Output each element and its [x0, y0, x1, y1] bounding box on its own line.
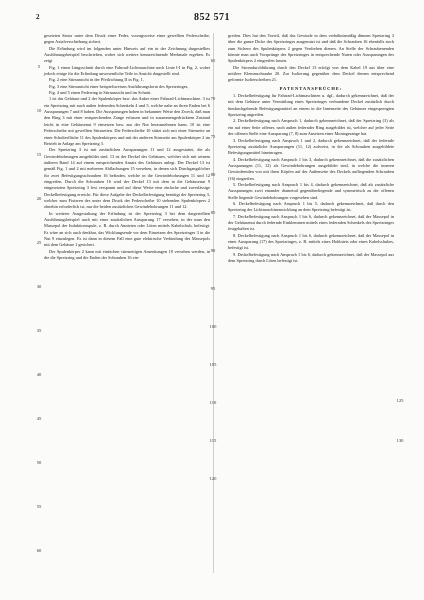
line-number: 125: [396, 398, 404, 403]
claims-list: [228, 93, 394, 264]
body-paragraph: In weiterer Ausgestaltung der Erfindung ist der Spreizring 3 bei dem dargestellten Ausführungsbeispiel auch mit einer zusätzlichen Aussparung 17 versehen, in der man den Massepol der Induktionsspule, z. B. durch Annieten oder Löten mittels Kabelschuh, befestigt. Es wäre an sich auch denkbar, das Wicklungsende vor dem Einsetzen des Spreizringes 3 in die Nut 9 einzulegen. Es ist dann in diesem Fall eine gute elektrische Verbindung des Massepols mit dem Gehäuse 1 gesichert.: [44, 210, 210, 248]
line-number: 45: [36, 416, 42, 421]
line-number: 65: [210, 58, 216, 63]
claim-paragraph: 4. Deckelbefestigung nach Anspruch 1 bis 3, dadurch gekennzeichnet, daß die zusätzlichen Aussparungen (11, 12) als Gewindebohrungen ausgebildet sind, in welche die inneren Gewindeenden von mit ihren Köpfen auf der Außenseite des Deckels aufliegenden Schrauben (16) eingreifen.: [228, 156, 394, 181]
line-number: 50: [36, 460, 42, 465]
body-paragraph: Fig. 2 eine Stirnansicht in der Pfeilrichtung II in Fig. 1,: [49, 77, 144, 83]
line-number: 15: [36, 152, 42, 157]
line-number: 115: [209, 438, 217, 443]
body-paragraph: greifen. Dies hat den Vorteil, daß das Gewinde in dem verhältnismäßig dünnen Spreizring 3 über die ganze Dicke des Spreizringes ausgenutzt ist und daß die Schrauben 16 ebenfalls noch zum Sichern des Spulenkörpers 2 gegen Verdrehen dienen. An Stelle der Schraubenenden könnte man auch Vorsprünge des Spreizringes in entsprechende Nuten oder Aussparungen des Spulenkörpers 2 eingreifen lassen.: [228, 33, 394, 64]
line-number: 120: [209, 476, 217, 481]
line-number: 110: [209, 400, 217, 405]
left-column: [44, 33, 210, 261]
line-number: 130: [396, 438, 404, 443]
body-paragraph: Fig. 4 und 5 einen Federring in Stirnansicht und im Schnitt.: [49, 90, 152, 96]
line-number: 90: [210, 248, 216, 253]
body-paragraph: Fig. 1 einen Längsschnitt durch eine Fahrrad-Lichtmaschine nach Linie I-I in Fig. 2, wobei jedoch einige für die Erfindung unwesentliche Teile in Ansicht dargestellt sind.: [44, 64, 210, 77]
claim-paragraph: 3. Deckelbefestigung nach Anspruch 1 und 2, dadurch gekennzeichnet, daß der federnde Spreizring zusätzliche Aussparungen (11, 12) aufweist, in die als Schrauben ausgebildete Befestigungsmittel hineinragen.: [228, 137, 394, 156]
line-number: 80: [210, 172, 216, 177]
patent-number: 852 571: [194, 12, 230, 23]
line-number: 95: [210, 286, 216, 291]
description-continuation: [228, 33, 394, 84]
line-number: 25: [36, 240, 42, 245]
page-header: [0, 12, 424, 26]
claim-paragraph: 5. Deckelbefestigung nach Anspruch 1 bis 4, dadurch gekennzeichnet, daß als zusätzliche Aussparungen zwei einander diametral gegenüberliegende und symmetrisch zu der offenen Stelle liegende Gewindebohrungen vorgesehen sind.: [228, 181, 394, 200]
claims-heading: PATENTANSPRÜCHE:: [279, 85, 343, 91]
line-number: 5: [37, 64, 41, 69]
line-number: 20: [36, 196, 42, 201]
right-column: [228, 33, 394, 264]
page-number: 2: [36, 13, 40, 21]
line-number: 35: [36, 328, 42, 333]
line-number: 85: [210, 210, 216, 215]
line-number: 10: [36, 108, 42, 113]
claim-paragraph: 9. Deckelbefestigung nach Anspruch 1 bis 6, dadurch gekennzeichnet, daß der Massepol aus dem Spreizring durch Löten befestigt ist.: [228, 251, 394, 264]
body-paragraph: Fig. 3 eine Stirnansicht einer beispielsweisen Ausführungsform des Spreizringes,: [49, 83, 189, 89]
line-number: 40: [36, 372, 42, 377]
body-paragraph: gesetzten Stator unter dem Druck einer Feder, vorzugsweise einer gewellten Federscheibe, gegen Axialverschiebung sichert.: [44, 33, 210, 45]
line-number: 30: [36, 284, 42, 289]
claim-paragraph: 2. Deckelbefestigung nach Anspruch 1, dadurch gekennzeichnet, daß der Spreizring (3) als ein auf einer Seite offener, nach außen federnder Ring ausgebildet ist, welcher auf jeder Seite der offenen Stelle eine Aussparung (7, 8) zum Ansetzen einer Montagezange hat.: [228, 118, 394, 137]
claim-paragraph: 7. Deckelbefestigung nach Anspruch 1 bis 6, dadurch gekennzeichnet, daß der Massepol in der Gehäusenut durch federnde Einklemmen mittels eines federnden Schenkels des Spreizringes festgehalten ist.: [228, 213, 394, 232]
body-paragraph: Die Stromdurchführung durch den Deckel 13 erfolgt von dem Kabel 19 aus über eine mittlere Klemmschraube 20. Zur Isolierung gegenüber dem Deckel dienen entsprechend geformte Isolierscheiben 21.: [228, 64, 394, 83]
line-number: 70: [210, 96, 216, 101]
claim-paragraph: 8. Deckelbefestigung nach Anspruch 1 bis 6, dadurch gekennzeichnet, daß der Massepol in einer Aussparung (17) des Spreizringes, z. B. mittels eines Hohlniets oder eines Kabelschuhes, befestigt ist.: [228, 232, 394, 251]
body-paragraph: Der Spulenkörper 2 kann mit einfachen stirnseitigen Ansenkungen 18 versehen werden, in die die Spreizring und die Enden der Schrauben 16 ein-: [44, 248, 210, 261]
body-paragraph: Der Spreizring 3 ist mit zusätzlichen Aussparungen 11 und 12 ausgestattet, die als Gewindebohrungen ausgebildet sind. 13 ist der Deckel des Gehäuses, welcher sich mit seinem äußeren Rand 14 auf einem entsprechenden Ansatz des Gehäuses anlegt. Der Deckel 13 ist gemäß Fig. 1 und 2 mit mehreren Abflachungen 15 versehen, in denen sich Durchgangslöcher für zwei Befestigungsschrauben 16 befinden, welche in die Gewindebohrungen 11 und 12 eingreifen. Durch die Schrauben 16 wird der Deckel 13 mit dem in die Gehäusenut 9 eingesetzten Spreizring 3 fest verspannt und auf diese Weise eine einfache und zuverlässige Deckelbefestigung erreicht. Für diese Aufgabe der Deckelbefestigung benötigt der Spreizring 3, welcher zum Fixieren des unter dem Druck der Federscheibe 10 stehenden Spulenkörpers 2 ohnehin erforderlich ist, nur die beiden zusätzlichen Gewindebohrungen 11 und 12.: [44, 147, 210, 210]
claim-paragraph: 1. Deckelbefestigung für Fahrrad-Lichtmaschinen u. dgl., dadurch gekennzeichnet, daß der mit dem Gehäuse unter Vermittlung eines Spreizringes verbundene Deckel zusätzlich durch hindurchgehende Befestigungsmittel an einem in die Innenseite des Gehäuses eingesprengten Spreizring angreifen.: [228, 93, 394, 118]
column-divider: [213, 33, 214, 573]
body-paragraph: 1 ist das Gehäuse und 2 der Spulenkörper bzw. das Anker einer Fahrrad-Lichtmaschine. 3 ist ein Spreizring mit nach außen federnden Schenkeln 4 und 5, welche nahe an ihren Enden bei 6 Aussparungen 7 und 8 haben. Die Aussparungen haben in bekannter Weise den Zweck, daß man den Ring 3 mit einer entsprechenden Zange erfassen und in zusammengedrücktem Zustand leicht in eine Gehäusenut 9 einsetzen bzw. aus der Nut herausnehmen kann. 10 ist eine Federscheibe mit gewellten Stirnseiten. Die Federscheibe 10 stützt sich mit einer Stirnseite an einer Schulterfläche 11 des Spulenkörpers und mit der anderen Stirnseite am Spulenkörper 2 im Betrieb in Anlage am Spreizring 3.: [44, 96, 210, 146]
line-number: 105: [209, 362, 217, 367]
line-number: 60: [36, 548, 42, 553]
line-number: 55: [36, 504, 42, 509]
line-number: 75: [210, 134, 216, 139]
body-paragraph: Die Erfindung wird im folgenden unter Hinweis auf ein in der Zeichnung dargestelltes Ausführungsbeispiel beschrieben, wobei sich weitere kennzeichnende Merkmale ergeben. Es zeigt: [44, 45, 210, 64]
claim-paragraph: 6. Deckelbefestigung nach Anspruch 1 bis 5, dadurch gekennzeichnet, daß durch den Spreizring der Lichtmaschinenwicklung an dem Spreizring befestigt ist.: [228, 200, 394, 213]
line-number: 100: [209, 324, 217, 329]
